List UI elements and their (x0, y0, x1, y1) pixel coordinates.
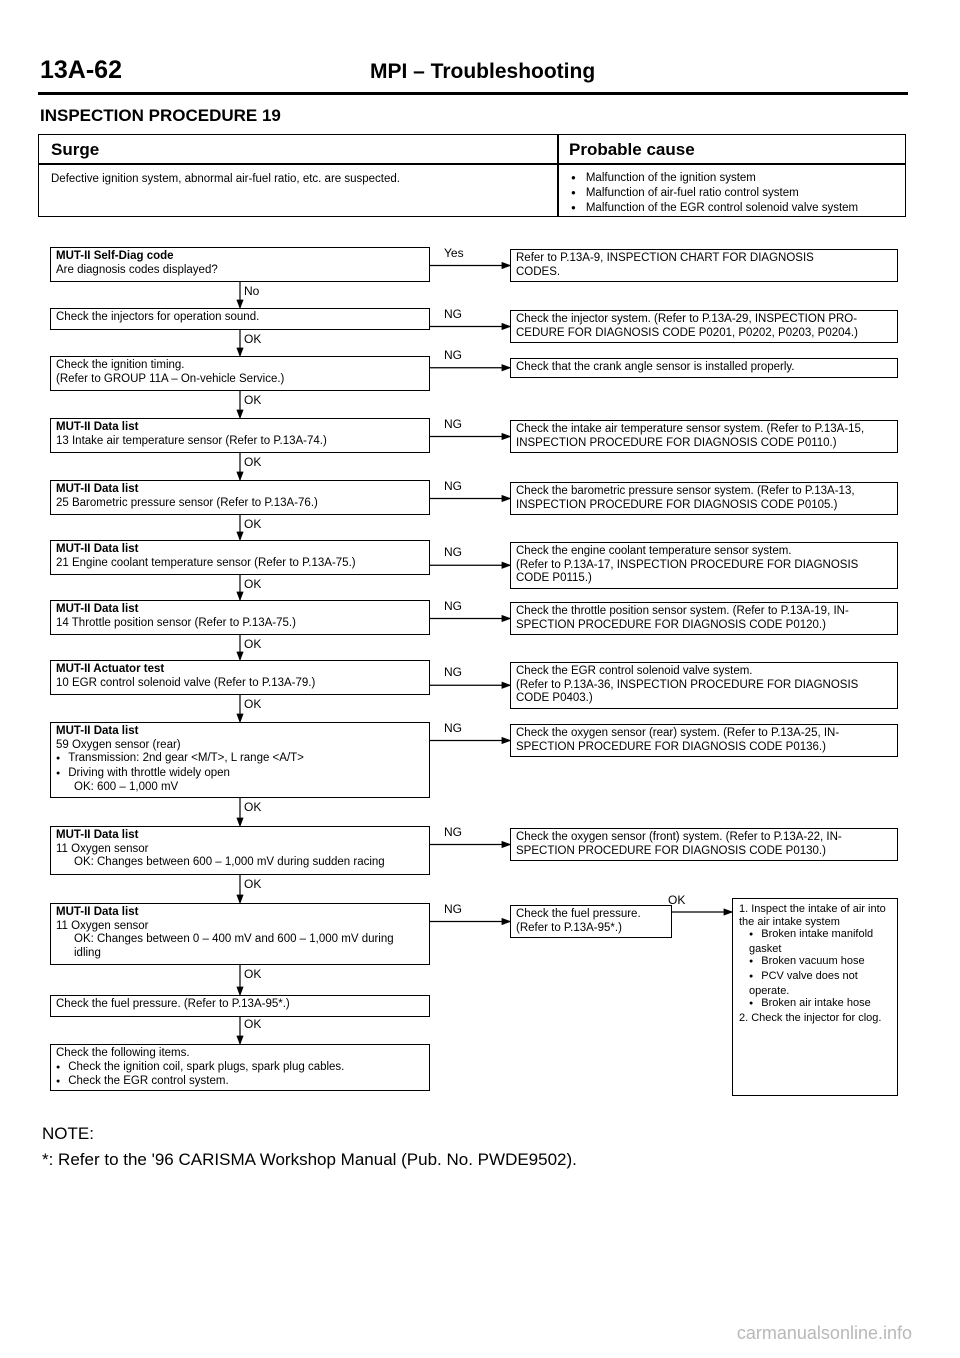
next-label: OK (244, 517, 262, 531)
result-line: SPECTION PROCEDURE FOR DIAGNOSIS CODE P0130.) (516, 844, 826, 857)
step-box (50, 480, 430, 515)
result-box (510, 662, 898, 709)
step-line: 10 EGR control solenoid valve (Refer to P.13A-79.) (56, 676, 316, 689)
branch-label: NG (444, 545, 462, 560)
final-check-title: Check the following items. (56, 1047, 190, 1059)
step-line: 14 Throttle position sensor (Refer to P.13A-75.) (56, 616, 296, 629)
step-heading: MUT-II Actuator test (56, 663, 165, 675)
branch-label: NG (444, 347, 462, 362)
step-line: ● Transmission: 2nd gear <M/T>, L range <A/T> (56, 752, 424, 767)
result-box (510, 724, 898, 757)
step-line: 21 Engine coolant temperature sensor (Refer to P.13A-75.) (56, 556, 356, 569)
next-label: OK (244, 967, 262, 981)
result-box (510, 358, 898, 378)
result-line: Check the injector system. (Refer to P.13A-29, INSPECTION PRO- (516, 313, 858, 325)
step-line: OK: Changes between 0 – 400 mV and 600 – 1,000 mV during (74, 933, 394, 945)
final-check-item: ● Check the EGR control system. (56, 1075, 424, 1090)
next-label: No (244, 284, 260, 298)
next-label: OK (244, 799, 262, 814)
branch-label: NG (444, 598, 462, 613)
result-line: Check the oxygen sensor (front) system. (Refer to P.13A-22, IN- (516, 831, 842, 843)
result-line: (Refer to P.13A-95*.) (516, 921, 622, 934)
step-box (50, 356, 430, 391)
step-box (50, 722, 430, 798)
step-heading: MUT-II Data list (56, 725, 139, 737)
step-heading: MUT-II Data list (56, 829, 139, 841)
step-line: ● Driving with throttle widely open (56, 767, 424, 782)
step-box (50, 540, 430, 575)
result-line: Check the barometric pressure sensor system. (Refer to P.13A-13, (516, 485, 855, 497)
cause-item: ● Malfunction of the EGR control solenoid valve system (571, 201, 858, 216)
result-line: Check that the crank angle sensor is installed properly. (516, 361, 795, 373)
next-label: OK (244, 577, 262, 591)
result-line: INSPECTION PROCEDURE FOR DIAGNOSIS CODE P0105.) (516, 498, 838, 511)
note-title: NOTE: (42, 1124, 94, 1143)
result-box (510, 420, 898, 453)
cause-item: ● Malfunction of air-fuel ratio control system (571, 186, 858, 201)
step-line: 11 Oxygen sensor (56, 919, 149, 932)
symptom-description: Defective ignition system, abnormal air-fuel ratio, etc. are suspected. (51, 173, 400, 185)
next-label: OK (244, 393, 262, 407)
step-line: Check the ignition timing. (56, 359, 185, 371)
next-label: OK (244, 876, 262, 891)
step-line: 13 Intake air temperature sensor (Refer to P.13A-74.) (56, 434, 327, 447)
result-line: CODE P0115.) (516, 572, 592, 584)
inspect-bullet: ● PCV valve does not operate. (749, 970, 891, 997)
step-box (50, 903, 430, 965)
result-line: SPECTION PROCEDURE FOR DIAGNOSIS CODE P0136.) (516, 740, 826, 753)
branch-label: NG (444, 306, 462, 321)
step-heading: MUT-II Data list (56, 483, 139, 495)
branch-label: NG (444, 478, 462, 493)
step-line: idling (74, 946, 101, 959)
step-line: OK: 600 – 1,000 mV (74, 781, 179, 793)
next-label: OK (244, 637, 262, 651)
result-line: Check the EGR control solenoid valve system. (516, 665, 753, 677)
next-label: OK (244, 332, 262, 346)
final-check-item: ● Check the ignition coil, spark plugs, spark plug cables. (56, 1061, 424, 1076)
step-line: Are diagnosis codes displayed? (56, 263, 218, 276)
result-box (510, 482, 898, 515)
step-box (50, 660, 430, 695)
result-box (510, 905, 672, 938)
step-heading: MUT-II Data list (56, 603, 139, 615)
result-line: Check the fuel pressure. (516, 908, 641, 920)
step-box (50, 247, 430, 282)
step-line: 59 Oxygen sensor (rear) (56, 738, 181, 751)
watermark: carmanualsonline.info (736, 1323, 912, 1343)
branch-label: NG (444, 665, 462, 680)
result-line: Check the throttle position sensor system. (Refer to P.13A-19, IN- (516, 605, 849, 617)
step-heading: MUT-II Data list (56, 543, 139, 555)
step-heading: MUT-II Data list (56, 906, 139, 918)
result-line: Check the intake air temperature sensor system. (Refer to P.13A-15, (516, 423, 865, 435)
result-line: CEDURE FOR DIAGNOSIS CODE P0201, P0202, P0203, P0204.) (516, 326, 858, 339)
page-title: MPI – Troubleshooting (370, 60, 596, 83)
result-box (510, 249, 898, 282)
branch-label: NG (444, 720, 462, 735)
inspect-intake-box (732, 898, 898, 1096)
next-label: OK (244, 455, 262, 469)
result-line: CODE P0403.) (516, 692, 593, 704)
note-text: *: Refer to the '96 CARISMA Workshop Manual (Pub. No. PWDE9502). (42, 1150, 577, 1169)
inspect-item-2: 2. Check the injector for clog. (739, 1011, 882, 1024)
inspect-bullet: ● Broken vacuum hose (749, 955, 891, 970)
page-number: 13A-62 (40, 56, 122, 84)
cause-item: ● Malfunction of the ignition system (571, 171, 858, 186)
result-box (510, 310, 898, 343)
check-fuel-pressure-box: Check the fuel pressure. (Refer to P.13A-95*.) (50, 995, 430, 1017)
branch-label: NG (444, 416, 462, 431)
branch-label: NG (444, 901, 462, 916)
inspect-bullet: ● Broken air intake hose (749, 997, 891, 1012)
result-box (510, 828, 898, 861)
step-heading: MUT-II Self-Diag code (56, 250, 174, 262)
result-line: (Refer to P.13A-36, INSPECTION PROCEDURE FOR DIAGNOSIS (516, 678, 859, 691)
step-line: 11 Oxygen sensor (56, 842, 149, 855)
next-label: OK (244, 697, 262, 711)
result-line: Check the engine coolant temperature sensor system. (516, 545, 792, 557)
step-box (50, 308, 430, 330)
branch-label: Yes (444, 245, 464, 260)
result-box (510, 542, 898, 589)
result-line: INSPECTION PROCEDURE FOR DIAGNOSIS CODE P0110.) (516, 436, 837, 449)
result-line: SPECTION PROCEDURE FOR DIAGNOSIS CODE P0120.) (516, 618, 826, 631)
fuel-pressure-ok-label: OK (668, 893, 686, 907)
step-line: (Refer to GROUP 11A – On-vehicle Service.) (56, 372, 285, 385)
result-box (510, 602, 898, 635)
step-box (50, 826, 430, 875)
procedure-title: INSPECTION PROCEDURE 19 (40, 106, 281, 125)
step-heading: MUT-II Data list (56, 421, 139, 433)
step-line: Check the injectors for operation sound. (56, 311, 260, 323)
ok-label: OK (244, 1017, 262, 1031)
step-box (50, 418, 430, 453)
result-line: Refer to P.13A-9, INSPECTION CHART FOR DIAGNOSIS (516, 252, 814, 264)
step-box (50, 600, 430, 635)
inspect-bullet: ● Broken intake manifold gasket (749, 928, 891, 955)
probable-cause-header: Probable cause (569, 140, 695, 159)
branch-label: NG (444, 824, 462, 839)
result-line: Check the oxygen sensor (rear) system. (Refer to P.13A-25, IN- (516, 727, 840, 739)
result-line: CODES. (516, 265, 561, 278)
step-line: 25 Barometric pressure sensor (Refer to P.13A-76.) (56, 496, 318, 509)
inspect-bullet-list (739, 928, 891, 1012)
inspect-item-1: 1. Inspect the intake of air into the air intake system (739, 903, 886, 928)
result-line: (Refer to P.13A-17, INSPECTION PROCEDURE FOR DIAGNOSIS (516, 558, 859, 571)
symptom-header: Surge (51, 140, 100, 159)
final-check-box (50, 1044, 430, 1091)
step-line: OK: Changes between 600 – 1,000 mV during sudden racing (74, 856, 385, 868)
